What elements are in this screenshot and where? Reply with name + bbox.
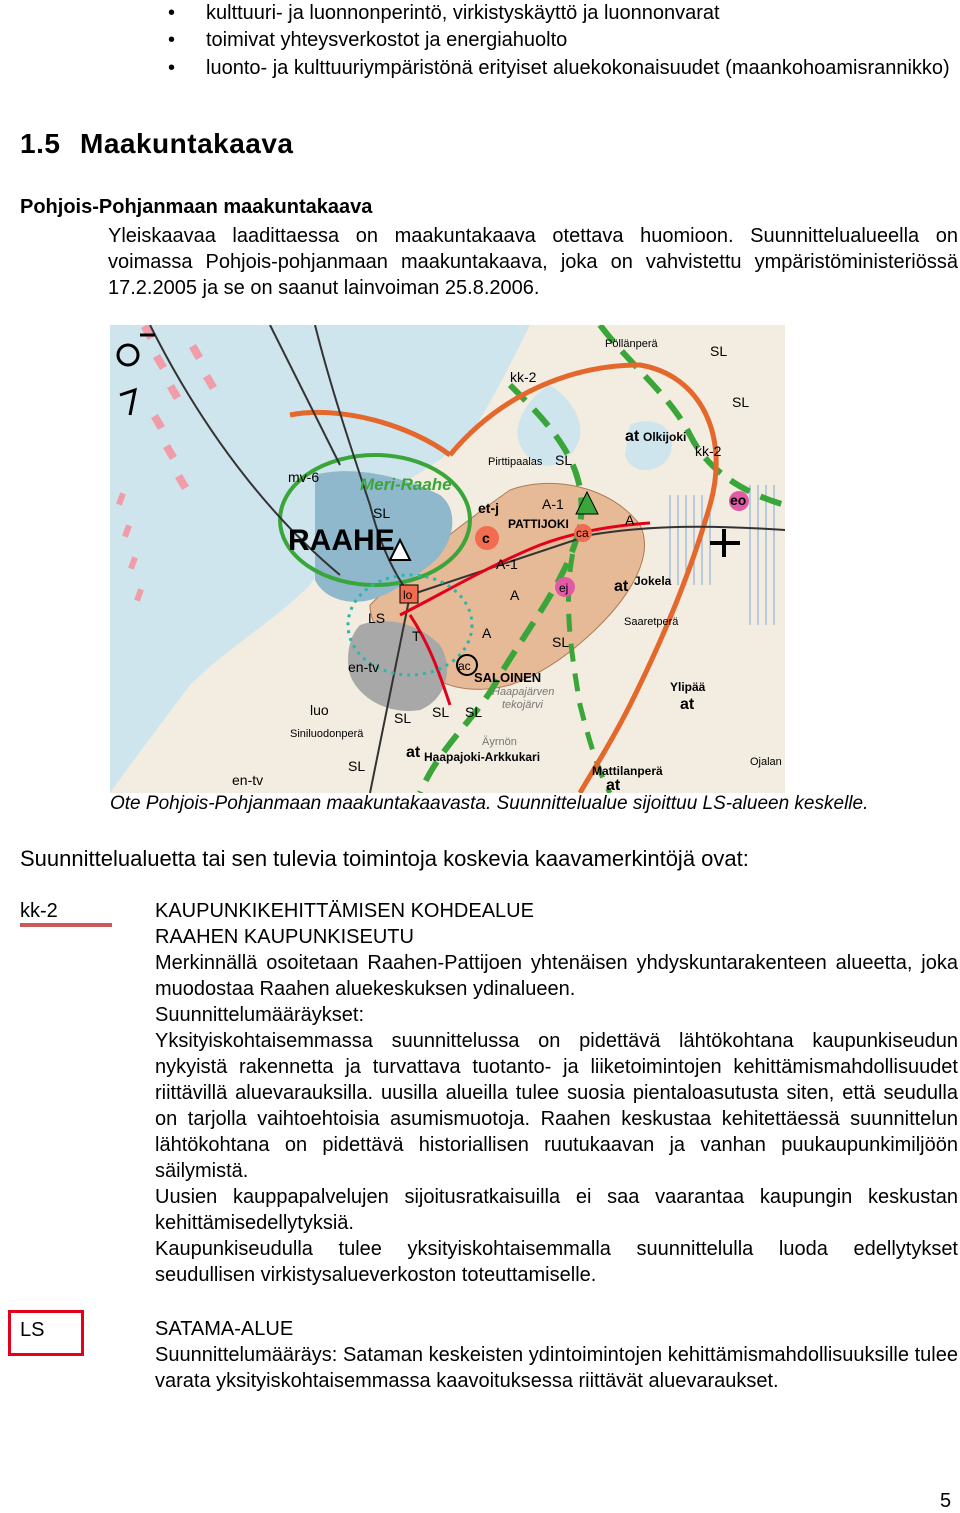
map-label: ac bbox=[458, 659, 471, 673]
entry-line: KAUPUNKIKEHITTÄMISEN KOHDEALUE bbox=[155, 900, 534, 922]
map-label: kk-2 bbox=[510, 369, 537, 385]
map-label: Haapajoki-Arkkukari bbox=[424, 750, 541, 764]
entry-line: Kaupunkiseudulla tulee yksityiskohtaisemmalla suunnittelulla luoda edellytykset seudullisen virkistysalueverkoston toteuttamiselle. bbox=[155, 1238, 958, 1286]
legend-code-kk2: kk-2 bbox=[20, 900, 58, 922]
map-label: SL bbox=[432, 704, 450, 720]
bullet-item: luonto- ja kulttuuriympäristönä erityiset aluekokonaisuudet (maankohoamisrannikko) bbox=[206, 57, 950, 79]
map-label: SL bbox=[732, 394, 750, 410]
map-label: Pirttipaalas bbox=[488, 456, 543, 468]
bullet-item: kulttuuri- ja luonnonperintö, virkistyskäyttö ja luonnonvarat bbox=[206, 2, 720, 24]
legend-entry-ls bbox=[155, 1316, 958, 1394]
map-svg bbox=[110, 325, 785, 793]
entry-line: Yksityiskohtaisemmassa suunnittelussa on pidettävä lähtökohtana kaupunkiseudun nykyistä rakennetta ja turvattava tuotanto- ja liiketoimintojen kehittämismahdollisuudet riittävillä aluevarauksilla. uusilla alueilla tulee suosia pientaloasutusta siten, että seudulla on tarjolla vaihtoehtoisia asumismuotoja. Raahen keskustaa kehitettäessä suunnittelun lähtökohtana on pidettävä historiallisen ruutukaavan ja vanhan puukaupunkimiljöön säilymistä. bbox=[155, 1030, 958, 1182]
map-label: Jokela bbox=[634, 574, 672, 588]
intro-paragraph: Yleiskaavaa laadittaessa on maakuntakaava otettava huomioon. Suunnittelualueella on voimassa Pohjois-pohjanmaan maakuntakaava, joka on vahvistettu ympäristöministeriössä 17.2.2005 ja se on saanut lainvoiman 25.8.2006. bbox=[108, 225, 958, 299]
section-title: Maakuntakaava bbox=[80, 128, 294, 159]
map-label: Meri-Raahe bbox=[360, 475, 452, 494]
map-label: SL bbox=[348, 758, 366, 774]
map-label: luo bbox=[310, 702, 329, 718]
map-label: at bbox=[625, 428, 640, 445]
map-label: Olkijoki bbox=[643, 430, 687, 444]
map-label: at bbox=[406, 744, 421, 761]
map-caption: Ote Pohjois-Pohjanmaan maakuntakaavasta. Suunnittelualue sijoittuu LS-alueen keskelle. bbox=[110, 793, 869, 814]
map-label: A bbox=[482, 625, 492, 641]
map-label: Äyrnön bbox=[482, 736, 517, 748]
map-label: ej bbox=[559, 581, 569, 595]
map-label: RAAHE bbox=[288, 524, 395, 557]
entry-line: RAAHEN KAUPUNKISEUTU bbox=[155, 926, 414, 948]
entry-line: Suunnittelumääräys: Sataman keskeisten ydintoimintojen kehittämismahdollisuuksille tulee varata yksityiskohtaisemmassa kaavoituksessa riittävät aluevaraukset. bbox=[155, 1344, 958, 1392]
map-label: Mattilanperä bbox=[592, 764, 663, 778]
map-label: en-tv bbox=[232, 772, 264, 788]
map-label: eo bbox=[730, 492, 747, 508]
map-label: LS bbox=[368, 610, 386, 626]
map-label: Ojalan bbox=[750, 756, 782, 768]
map-label: kk-2 bbox=[695, 443, 722, 459]
map-label: A bbox=[510, 587, 520, 603]
map-label: SL bbox=[552, 634, 570, 650]
map-label: SL bbox=[373, 505, 391, 521]
map-label: at bbox=[680, 696, 695, 713]
map-label: lo bbox=[403, 588, 413, 602]
map-label: en-tv bbox=[348, 659, 380, 675]
map-label: PATTIJOKI bbox=[508, 517, 569, 531]
map-label: et-j bbox=[478, 500, 499, 516]
bullet-dot: • bbox=[168, 2, 176, 24]
map-label: SL bbox=[465, 704, 483, 720]
map-label: A-1 bbox=[542, 496, 564, 512]
map-label: SL bbox=[394, 710, 412, 726]
map-label: SL bbox=[555, 452, 573, 468]
map-label: SL bbox=[710, 343, 728, 359]
subheading: Pohjois-Pohjanmaan maakuntakaava bbox=[20, 196, 373, 218]
map-label: Ylipää bbox=[670, 680, 706, 694]
map-label: Siniluodonperä bbox=[290, 728, 364, 740]
bullet-dot: • bbox=[168, 57, 176, 79]
map-label: at bbox=[614, 578, 629, 595]
map-label: SALOINEN bbox=[474, 670, 542, 685]
map-label: mv-6 bbox=[288, 469, 320, 485]
bullet-dot: • bbox=[168, 29, 176, 51]
map-label: T bbox=[412, 628, 421, 644]
section-heading bbox=[20, 128, 294, 160]
kk2-line-symbol bbox=[20, 923, 112, 927]
map-label: c bbox=[482, 530, 490, 546]
bullet-item: toimivat yhteysverkostot ja energiahuolto bbox=[206, 29, 568, 51]
legend-code-ls: LS bbox=[20, 1319, 45, 1341]
regional-plan-map bbox=[110, 325, 785, 793]
entry-line: Merkinnällä osoitetaan Raahen-Pattijoen yhtenäisen yhdyskuntarakenteen alueetta, joka muodostaa Raahen aluekeskuksen ydinalueen. bbox=[155, 952, 958, 1000]
map-label: tekojärvi bbox=[502, 699, 543, 711]
entry-line: Suunnittelumääräykset: bbox=[155, 1004, 365, 1026]
map-label: Saaretperä bbox=[624, 616, 679, 628]
map-label: Pöllänperä bbox=[605, 338, 658, 350]
legend-intro: Suunnittelualuetta tai sen tulevia toimintoja koskevia kaavamerkintöjä ovat: bbox=[20, 846, 749, 871]
section-number: 1.5 bbox=[20, 128, 61, 159]
map-label: at bbox=[606, 777, 621, 793]
legend-entry-kk2 bbox=[155, 898, 958, 1288]
map-label: A bbox=[625, 512, 635, 528]
entry-line: SATAMA-ALUE bbox=[155, 1318, 294, 1340]
ls-symbol-box bbox=[8, 1310, 84, 1356]
entry-line: Uusien kauppapalvelujen sijoitusratkaisuilla ei saa vaarantaa kaupungin keskustan kehittämisedellytyksiä. bbox=[155, 1186, 958, 1234]
map-label: A-1 bbox=[496, 556, 518, 572]
page-number: 5 bbox=[940, 1490, 952, 1512]
map-label: Haapajärven bbox=[492, 686, 555, 698]
map-label: ca bbox=[576, 526, 589, 540]
